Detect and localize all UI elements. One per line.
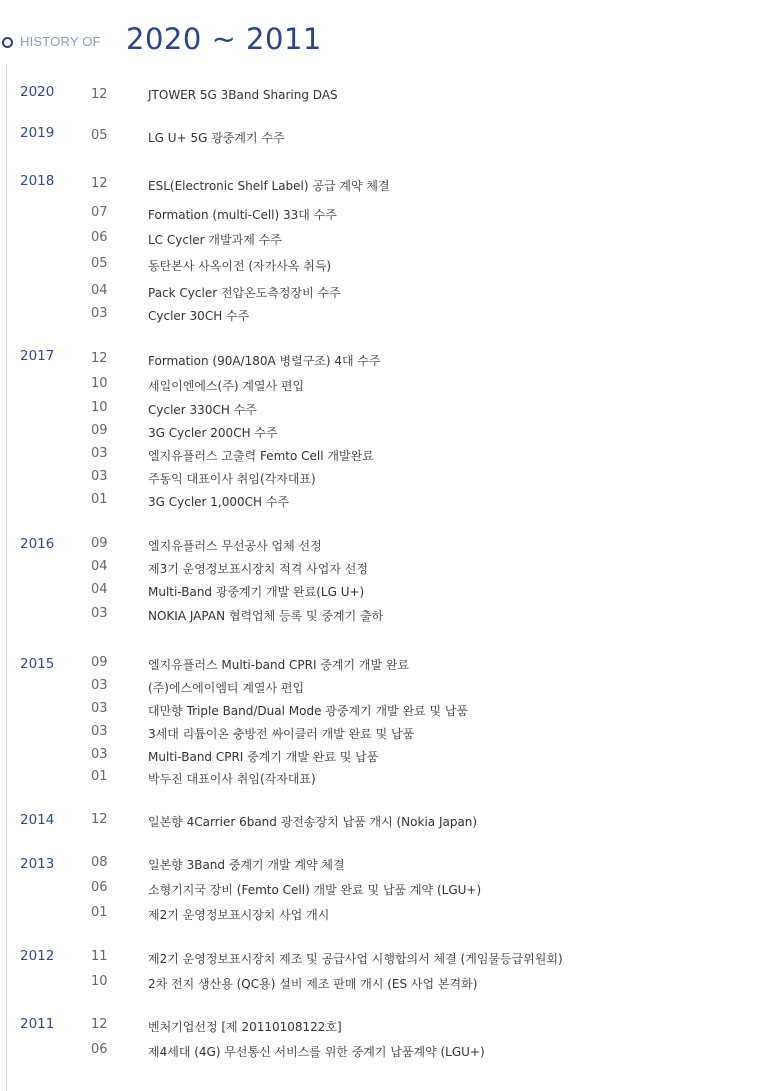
month-label: 03 — [91, 469, 108, 484]
history-event-text: 3세대 리튬이온 충방전 싸이클러 개발 완료 및 납품 — [148, 727, 415, 741]
month-label: 03 — [91, 724, 108, 739]
history-event-text: 소형기지국 장비 (Femto Cell) 개발 완료 및 납품 계약 (LGU+) — [148, 883, 482, 897]
history-event-text: 제3기 운영정보표시장치 적격 사업자 선정 — [148, 562, 368, 576]
month-label: 10 — [91, 400, 108, 415]
history-event-text: 동탄본사 사옥이전 (자가사옥 취득) — [148, 259, 332, 273]
history-event-text: 제4세대 (4G) 무선통신 서비스를 위한 중계기 납품계약 (LGU+) — [148, 1045, 485, 1059]
history-event-text: 3G Cycler 200CH 수주 — [148, 426, 278, 440]
history-event-text: 일본향 4Carrier 6band 광전송장치 납품 개시 (Nokia Japan) — [148, 815, 478, 829]
history-event-text: 엘지유플러스 고출력 Femto Cell 개발완료 — [148, 449, 374, 463]
month-label: 04 — [91, 283, 108, 298]
history-event-text: 세일이엔에스(주) 계열사 편입 — [148, 379, 305, 393]
history-event-text: 제2기 운영정보표시장치 사업 개시 — [148, 908, 330, 922]
history-header — [0, 22, 767, 62]
month-label: 03 — [91, 606, 108, 621]
month-label: 12 — [91, 176, 108, 191]
month-label: 10 — [91, 974, 108, 989]
history-event-text: 제2기 운영정보표시장치 제조 및 공급사업 시행합의서 체결 (게임물등급위원회) — [148, 952, 563, 966]
history-event-text: 엘지유플러스 Multi-band CPRI 중계기 개발 완료 — [148, 658, 410, 672]
year-label: 2020 — [20, 84, 55, 100]
history-event-text: NOKIA JAPAN 협력업체 등록 및 중계기 출하 — [148, 609, 384, 623]
history-event-text: Multi-Band CPRI 중계기 개발 완료 및 납품 — [148, 750, 379, 764]
history-label: HISTORY OF — [20, 34, 101, 49]
month-label: 08 — [91, 855, 108, 870]
year-label: 2013 — [20, 856, 55, 872]
month-label: 05 — [91, 128, 108, 143]
year-label: 2011 — [20, 1016, 55, 1032]
bullet-circle-icon — [2, 37, 13, 48]
history-event-text: (주)에스에이엠티 계열사 편입 — [148, 681, 305, 695]
month-label: 09 — [91, 536, 108, 551]
month-label: 04 — [91, 582, 108, 597]
history-event-text: LC Cycler 개발과제 수주 — [148, 233, 282, 247]
month-label: 03 — [91, 701, 108, 716]
month-label: 06 — [91, 1042, 108, 1057]
year-label: 2019 — [20, 125, 55, 141]
history-event-text: Pack Cycler 전압온도측정장비 수주 — [148, 286, 341, 300]
month-label: 12 — [91, 1017, 108, 1032]
month-label: 01 — [91, 905, 108, 920]
history-range-title: 2020 ~ 2011 — [126, 22, 322, 56]
year-label: 2016 — [20, 536, 55, 552]
history-event-text: 벤처기업선정 [제 20110108122호] — [148, 1020, 342, 1034]
month-label: 10 — [91, 376, 108, 391]
history-event-text: JTOWER 5G 3Band Sharing DAS — [148, 88, 338, 102]
month-label: 06 — [91, 880, 108, 895]
year-label: 2018 — [20, 173, 55, 189]
history-event-text: 2차 전지 생산용 (QC용) 설비 제조 판매 개시 (ES 사업 본격화) — [148, 977, 478, 991]
year-label: 2012 — [20, 948, 55, 964]
month-label: 04 — [91, 559, 108, 574]
timeline-line — [6, 64, 7, 1091]
history-event-text: ESL(Electronic Shelf Label) 공급 계약 체결 — [148, 179, 390, 193]
year-label: 2014 — [20, 812, 55, 828]
month-label: 06 — [91, 230, 108, 245]
month-label: 01 — [91, 769, 108, 784]
history-event-text: Formation (90A/180A 병렬구조) 4대 수주 — [148, 354, 381, 368]
month-label: 01 — [91, 492, 108, 507]
month-label: 03 — [91, 747, 108, 762]
month-label: 09 — [91, 423, 108, 438]
year-label: 2017 — [20, 348, 55, 364]
history-event-text: Cycler 30CH 수주 — [148, 309, 250, 323]
month-label: 03 — [91, 678, 108, 693]
month-label: 03 — [91, 306, 108, 321]
month-label: 11 — [91, 949, 108, 964]
history-event-text: 주동익 대표이사 취임(각자대표) — [148, 472, 316, 486]
history-event-text: Cycler 330CH 수주 — [148, 403, 257, 417]
history-event-text: 일본향 3Band 중계기 개발 계약 체결 — [148, 858, 345, 872]
history-event-text: Formation (multi-Cell) 33대 수주 — [148, 208, 337, 222]
month-label: 12 — [91, 87, 108, 102]
month-label: 03 — [91, 446, 108, 461]
year-label: 2015 — [20, 656, 55, 672]
month-label: 09 — [91, 655, 108, 670]
month-label: 12 — [91, 812, 108, 827]
month-label: 05 — [91, 256, 108, 271]
history-event-text: Multi-Band 광중계기 개발 완료(LG U+) — [148, 585, 365, 599]
history-event-text: LG U+ 5G 광중계기 수주 — [148, 131, 285, 145]
history-event-text: 박두진 대표이사 취임(각자대표) — [148, 772, 316, 786]
month-label: 12 — [91, 351, 108, 366]
history-event-text: 3G Cycler 1,000CH 수주 — [148, 495, 290, 509]
history-event-text: 엘지유플러스 무선공사 업체 선정 — [148, 539, 322, 553]
month-label: 07 — [91, 205, 108, 220]
history-event-text: 대만향 Triple Band/Dual Mode 광중계기 개발 완료 및 납품 — [148, 704, 469, 718]
